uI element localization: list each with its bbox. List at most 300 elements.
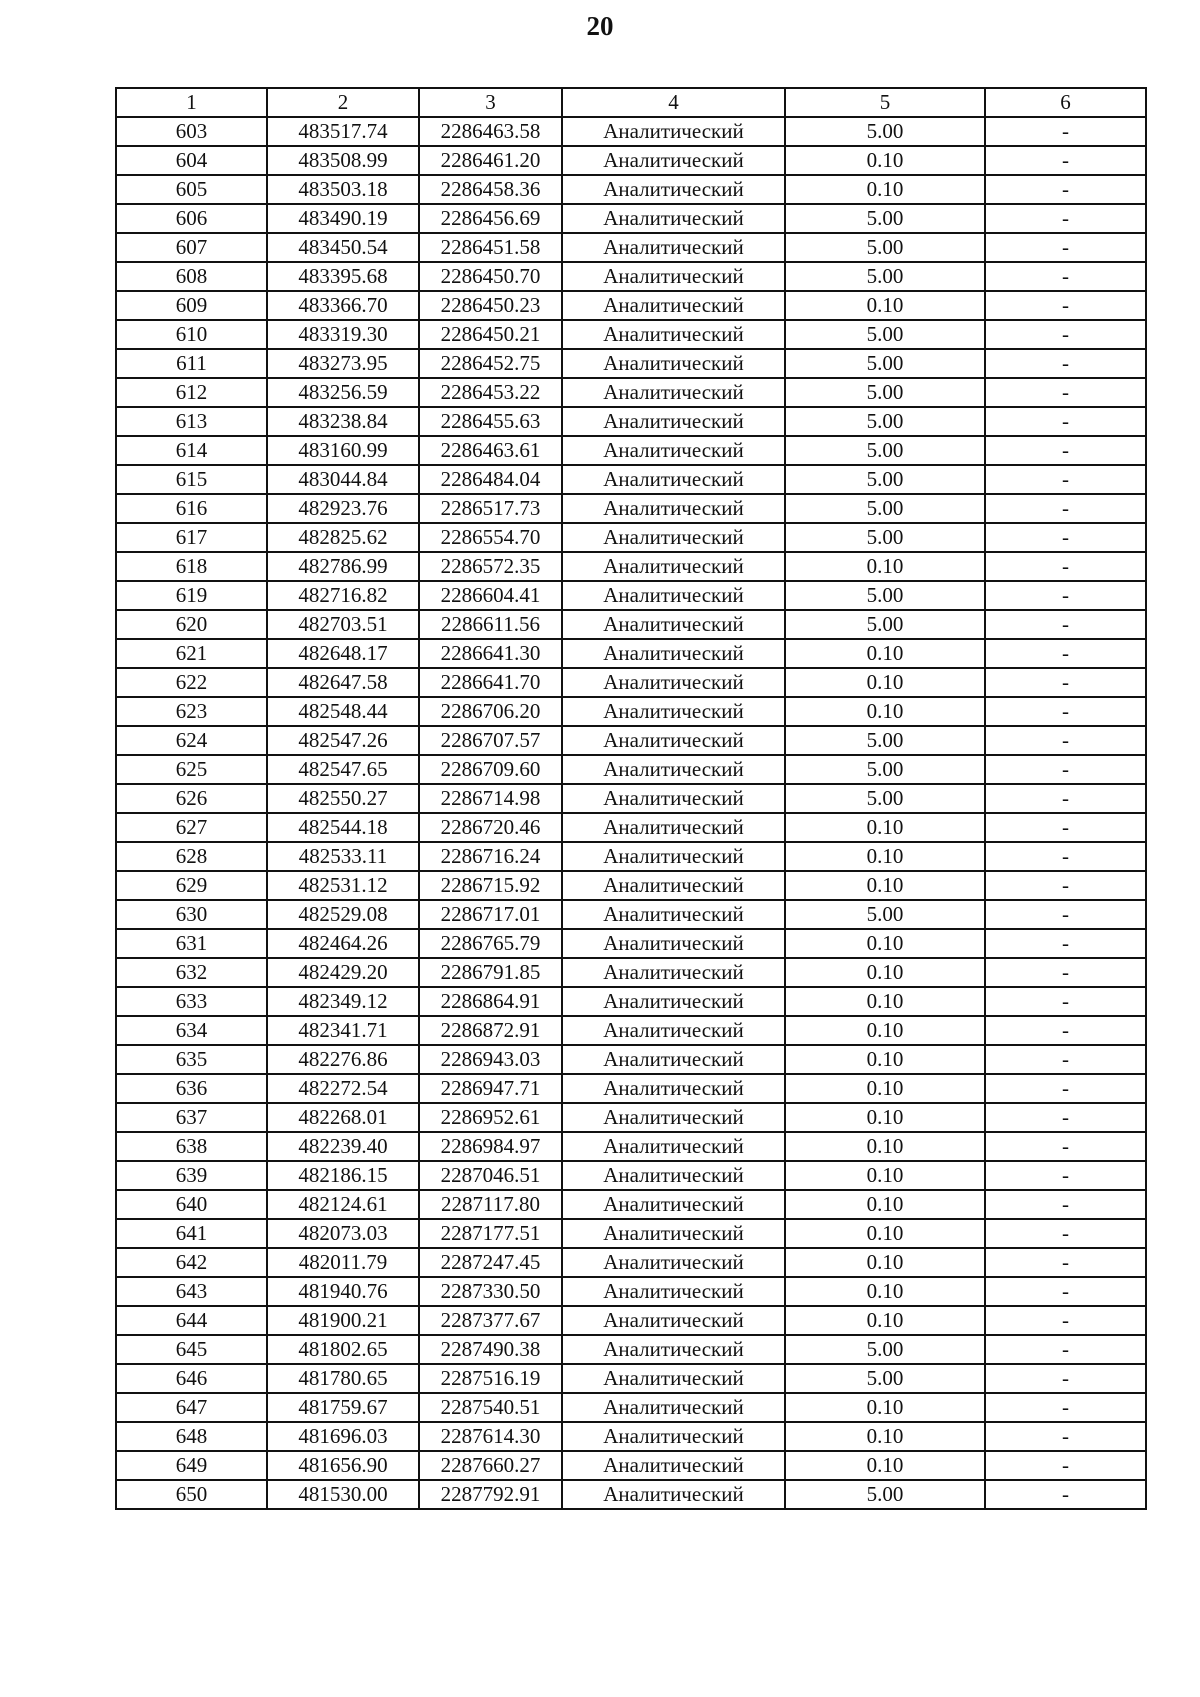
method-cell: Аналитический <box>562 1190 785 1219</box>
y-coordinate-cell: 2287330.50 <box>419 1277 562 1306</box>
accuracy-cell: 0.10 <box>785 639 985 668</box>
y-coordinate-cell: 2286943.03 <box>419 1045 562 1074</box>
accuracy-cell: 0.10 <box>785 1074 985 1103</box>
x-coordinate-cell: 482647.58 <box>267 668 419 697</box>
point-number-cell: 633 <box>116 987 267 1016</box>
point-number-cell: 617 <box>116 523 267 552</box>
method-cell: Аналитический <box>562 1132 785 1161</box>
point-number-cell: 618 <box>116 552 267 581</box>
method-cell: Аналитический <box>562 900 785 929</box>
table-row <box>116 1045 1146 1074</box>
accuracy-cell: 0.10 <box>785 1219 985 1248</box>
point-number-cell: 611 <box>116 349 267 378</box>
method-cell: Аналитический <box>562 1306 785 1335</box>
point-number-cell: 619 <box>116 581 267 610</box>
note-cell: - <box>985 987 1146 1016</box>
table-row <box>116 494 1146 523</box>
method-cell: Аналитический <box>562 204 785 233</box>
table-row <box>116 146 1146 175</box>
column-header: 5 <box>785 88 985 117</box>
column-header: 3 <box>419 88 562 117</box>
point-number-cell: 612 <box>116 378 267 407</box>
point-number-cell: 610 <box>116 320 267 349</box>
y-coordinate-cell: 2286461.20 <box>419 146 562 175</box>
x-coordinate-cell: 482429.20 <box>267 958 419 987</box>
y-coordinate-cell: 2286706.20 <box>419 697 562 726</box>
note-cell: - <box>985 755 1146 784</box>
note-cell: - <box>985 639 1146 668</box>
page-number: 20 <box>586 11 614 41</box>
accuracy-cell: 5.00 <box>785 755 985 784</box>
accuracy-cell: 0.10 <box>785 813 985 842</box>
table-row <box>116 639 1146 668</box>
method-cell: Аналитический <box>562 1045 785 1074</box>
x-coordinate-cell: 482529.08 <box>267 900 419 929</box>
accuracy-cell: 5.00 <box>785 581 985 610</box>
note-cell: - <box>985 552 1146 581</box>
method-cell: Аналитический <box>562 871 785 900</box>
method-cell: Аналитический <box>562 929 785 958</box>
method-cell: Аналитический <box>562 465 785 494</box>
method-cell: Аналитический <box>562 552 785 581</box>
accuracy-cell: 5.00 <box>785 117 985 146</box>
note-cell: - <box>985 204 1146 233</box>
point-number-cell: 608 <box>116 262 267 291</box>
accuracy-cell: 0.10 <box>785 1451 985 1480</box>
method-cell: Аналитический <box>562 146 785 175</box>
point-number-cell: 643 <box>116 1277 267 1306</box>
y-coordinate-cell: 2286641.70 <box>419 668 562 697</box>
x-coordinate-cell: 483160.99 <box>267 436 419 465</box>
y-coordinate-cell: 2287792.91 <box>419 1480 562 1509</box>
point-number-cell: 639 <box>116 1161 267 1190</box>
method-cell: Аналитический <box>562 784 785 813</box>
x-coordinate-cell: 483517.74 <box>267 117 419 146</box>
point-number-cell: 620 <box>116 610 267 639</box>
point-number-cell: 613 <box>116 407 267 436</box>
x-coordinate-cell: 482547.26 <box>267 726 419 755</box>
table-row <box>116 697 1146 726</box>
accuracy-cell: 5.00 <box>785 233 985 262</box>
note-cell: - <box>985 1103 1146 1132</box>
method-cell: Аналитический <box>562 175 785 204</box>
point-number-cell: 614 <box>116 436 267 465</box>
method-cell: Аналитический <box>562 407 785 436</box>
y-coordinate-cell: 2286947.71 <box>419 1074 562 1103</box>
x-coordinate-cell: 481759.67 <box>267 1393 419 1422</box>
point-number-cell: 603 <box>116 117 267 146</box>
method-cell: Аналитический <box>562 726 785 755</box>
y-coordinate-cell: 2286456.69 <box>419 204 562 233</box>
method-cell: Аналитический <box>562 1393 785 1422</box>
point-number-cell: 642 <box>116 1248 267 1277</box>
accuracy-cell: 5.00 <box>785 407 985 436</box>
point-number-cell: 635 <box>116 1045 267 1074</box>
note-cell: - <box>985 465 1146 494</box>
point-number-cell: 625 <box>116 755 267 784</box>
column-header: 4 <box>562 88 785 117</box>
x-coordinate-cell: 483238.84 <box>267 407 419 436</box>
table-row <box>116 842 1146 871</box>
y-coordinate-cell: 2286453.22 <box>419 378 562 407</box>
note-cell: - <box>985 233 1146 262</box>
x-coordinate-cell: 482716.82 <box>267 581 419 610</box>
note-cell: - <box>985 581 1146 610</box>
y-coordinate-cell: 2286791.85 <box>419 958 562 987</box>
table-row <box>116 465 1146 494</box>
table-row <box>116 552 1146 581</box>
x-coordinate-cell: 483273.95 <box>267 349 419 378</box>
method-cell: Аналитический <box>562 1103 785 1132</box>
accuracy-cell: 0.10 <box>785 175 985 204</box>
method-cell: Аналитический <box>562 842 785 871</box>
y-coordinate-cell: 2286450.70 <box>419 262 562 291</box>
note-cell: - <box>985 1480 1146 1509</box>
table-row <box>116 1132 1146 1161</box>
note-cell: - <box>985 726 1146 755</box>
table-row <box>116 407 1146 436</box>
x-coordinate-cell: 481900.21 <box>267 1306 419 1335</box>
y-coordinate-cell: 2286707.57 <box>419 726 562 755</box>
table-header-row <box>116 88 1146 117</box>
table-row <box>116 204 1146 233</box>
y-coordinate-cell: 2286463.61 <box>419 436 562 465</box>
accuracy-cell: 5.00 <box>785 262 985 291</box>
x-coordinate-cell: 482648.17 <box>267 639 419 668</box>
x-coordinate-cell: 483395.68 <box>267 262 419 291</box>
table-row <box>116 1277 1146 1306</box>
accuracy-cell: 0.10 <box>785 697 985 726</box>
point-number-cell: 623 <box>116 697 267 726</box>
note-cell: - <box>985 175 1146 204</box>
note-cell: - <box>985 1451 1146 1480</box>
y-coordinate-cell: 2286872.91 <box>419 1016 562 1045</box>
table-row <box>116 1074 1146 1103</box>
table-row <box>116 1219 1146 1248</box>
y-coordinate-cell: 2286984.97 <box>419 1132 562 1161</box>
x-coordinate-cell: 483490.19 <box>267 204 419 233</box>
table-row <box>116 784 1146 813</box>
note-cell: - <box>985 407 1146 436</box>
table-row <box>116 233 1146 262</box>
point-number-cell: 644 <box>116 1306 267 1335</box>
table-row <box>116 349 1146 378</box>
accuracy-cell: 5.00 <box>785 204 985 233</box>
x-coordinate-cell: 482073.03 <box>267 1219 419 1248</box>
y-coordinate-cell: 2287516.19 <box>419 1364 562 1393</box>
note-cell: - <box>985 1016 1146 1045</box>
x-coordinate-cell: 482239.40 <box>267 1132 419 1161</box>
y-coordinate-cell: 2286451.58 <box>419 233 562 262</box>
note-cell: - <box>985 378 1146 407</box>
note-cell: - <box>985 320 1146 349</box>
accuracy-cell: 0.10 <box>785 871 985 900</box>
note-cell: - <box>985 523 1146 552</box>
accuracy-cell: 0.10 <box>785 1103 985 1132</box>
y-coordinate-cell: 2286455.63 <box>419 407 562 436</box>
accuracy-cell: 0.10 <box>785 146 985 175</box>
note-cell: - <box>985 871 1146 900</box>
table-row <box>116 958 1146 987</box>
method-cell: Аналитический <box>562 987 785 1016</box>
y-coordinate-cell: 2287660.27 <box>419 1451 562 1480</box>
accuracy-cell: 0.10 <box>785 1422 985 1451</box>
table-row <box>116 378 1146 407</box>
accuracy-cell: 0.10 <box>785 291 985 320</box>
note-cell: - <box>985 1277 1146 1306</box>
table-row <box>116 1335 1146 1364</box>
x-coordinate-cell: 482533.11 <box>267 842 419 871</box>
table-row <box>116 436 1146 465</box>
x-coordinate-cell: 481696.03 <box>267 1422 419 1451</box>
note-cell: - <box>985 1393 1146 1422</box>
accuracy-cell: 0.10 <box>785 552 985 581</box>
method-cell: Аналитический <box>562 320 785 349</box>
table-row <box>116 668 1146 697</box>
point-number-cell: 631 <box>116 929 267 958</box>
table-row <box>116 610 1146 639</box>
table-row <box>116 1306 1146 1335</box>
table-row <box>116 1248 1146 1277</box>
accuracy-cell: 0.10 <box>785 842 985 871</box>
y-coordinate-cell: 2287614.30 <box>419 1422 562 1451</box>
point-number-cell: 634 <box>116 1016 267 1045</box>
table-row <box>116 987 1146 1016</box>
point-number-cell: 615 <box>116 465 267 494</box>
coordinates-table <box>115 87 1147 1510</box>
y-coordinate-cell: 2286450.21 <box>419 320 562 349</box>
table-row <box>116 900 1146 929</box>
point-number-cell: 637 <box>116 1103 267 1132</box>
point-number-cell: 605 <box>116 175 267 204</box>
x-coordinate-cell: 482825.62 <box>267 523 419 552</box>
accuracy-cell: 0.10 <box>785 1306 985 1335</box>
x-coordinate-cell: 482341.71 <box>267 1016 419 1045</box>
y-coordinate-cell: 2287247.45 <box>419 1248 562 1277</box>
x-coordinate-cell: 482703.51 <box>267 610 419 639</box>
x-coordinate-cell: 482011.79 <box>267 1248 419 1277</box>
x-coordinate-cell: 482186.15 <box>267 1161 419 1190</box>
accuracy-cell: 5.00 <box>785 349 985 378</box>
accuracy-cell: 5.00 <box>785 378 985 407</box>
point-number-cell: 627 <box>116 813 267 842</box>
y-coordinate-cell: 2287377.67 <box>419 1306 562 1335</box>
x-coordinate-cell: 482349.12 <box>267 987 419 1016</box>
x-coordinate-cell: 482923.76 <box>267 494 419 523</box>
x-coordinate-cell: 482272.54 <box>267 1074 419 1103</box>
table-row <box>116 523 1146 552</box>
table-row <box>116 1016 1146 1045</box>
note-cell: - <box>985 1248 1146 1277</box>
y-coordinate-cell: 2286720.46 <box>419 813 562 842</box>
y-coordinate-cell: 2286463.58 <box>419 117 562 146</box>
note-cell: - <box>985 1190 1146 1219</box>
method-cell: Аналитический <box>562 1364 785 1393</box>
x-coordinate-cell: 481530.00 <box>267 1480 419 1509</box>
point-number-cell: 626 <box>116 784 267 813</box>
table-row <box>116 929 1146 958</box>
method-cell: Аналитический <box>562 697 785 726</box>
table-row <box>116 871 1146 900</box>
note-cell: - <box>985 1161 1146 1190</box>
accuracy-cell: 0.10 <box>785 929 985 958</box>
note-cell: - <box>985 900 1146 929</box>
note-cell: - <box>985 349 1146 378</box>
accuracy-cell: 5.00 <box>785 610 985 639</box>
x-coordinate-cell: 483256.59 <box>267 378 419 407</box>
point-number-cell: 646 <box>116 1364 267 1393</box>
x-coordinate-cell: 482531.12 <box>267 871 419 900</box>
note-cell: - <box>985 697 1146 726</box>
x-coordinate-cell: 482547.65 <box>267 755 419 784</box>
accuracy-cell: 5.00 <box>785 1364 985 1393</box>
method-cell: Аналитический <box>562 494 785 523</box>
x-coordinate-cell: 482550.27 <box>267 784 419 813</box>
x-coordinate-cell: 481656.90 <box>267 1451 419 1480</box>
y-coordinate-cell: 2286715.92 <box>419 871 562 900</box>
x-coordinate-cell: 483366.70 <box>267 291 419 320</box>
note-cell: - <box>985 494 1146 523</box>
x-coordinate-cell: 482268.01 <box>267 1103 419 1132</box>
x-coordinate-cell: 482544.18 <box>267 813 419 842</box>
x-coordinate-cell: 482464.26 <box>267 929 419 958</box>
column-header: 6 <box>985 88 1146 117</box>
y-coordinate-cell: 2286716.24 <box>419 842 562 871</box>
table-row <box>116 1422 1146 1451</box>
table-row <box>116 581 1146 610</box>
accuracy-cell: 0.10 <box>785 1016 985 1045</box>
point-number-cell: 629 <box>116 871 267 900</box>
y-coordinate-cell: 2287177.51 <box>419 1219 562 1248</box>
method-cell: Аналитический <box>562 262 785 291</box>
method-cell: Аналитический <box>562 291 785 320</box>
point-number-cell: 609 <box>116 291 267 320</box>
method-cell: Аналитический <box>562 117 785 146</box>
table-row <box>116 1103 1146 1132</box>
column-header: 1 <box>116 88 267 117</box>
method-cell: Аналитический <box>562 1016 785 1045</box>
accuracy-cell: 0.10 <box>785 1190 985 1219</box>
table-body <box>116 117 1146 1509</box>
y-coordinate-cell: 2286452.75 <box>419 349 562 378</box>
accuracy-cell: 5.00 <box>785 784 985 813</box>
table-row <box>116 813 1146 842</box>
x-coordinate-cell: 481940.76 <box>267 1277 419 1306</box>
table-row <box>116 1480 1146 1509</box>
x-coordinate-cell: 483044.84 <box>267 465 419 494</box>
point-number-cell: 641 <box>116 1219 267 1248</box>
point-number-cell: 640 <box>116 1190 267 1219</box>
table-row <box>116 1393 1146 1422</box>
accuracy-cell: 0.10 <box>785 1045 985 1074</box>
method-cell: Аналитический <box>562 581 785 610</box>
method-cell: Аналитический <box>562 349 785 378</box>
point-number-cell: 616 <box>116 494 267 523</box>
x-coordinate-cell: 483450.54 <box>267 233 419 262</box>
method-cell: Аналитический <box>562 668 785 697</box>
table-row <box>116 262 1146 291</box>
point-number-cell: 649 <box>116 1451 267 1480</box>
accuracy-cell: 5.00 <box>785 726 985 755</box>
table-row <box>116 1161 1146 1190</box>
point-number-cell: 628 <box>116 842 267 871</box>
point-number-cell: 630 <box>116 900 267 929</box>
y-coordinate-cell: 2287117.80 <box>419 1190 562 1219</box>
method-cell: Аналитический <box>562 1451 785 1480</box>
note-cell: - <box>985 436 1146 465</box>
y-coordinate-cell: 2286709.60 <box>419 755 562 784</box>
y-coordinate-cell: 2286611.56 <box>419 610 562 639</box>
y-coordinate-cell: 2286864.91 <box>419 987 562 1016</box>
x-coordinate-cell: 481802.65 <box>267 1335 419 1364</box>
method-cell: Аналитический <box>562 1277 785 1306</box>
method-cell: Аналитический <box>562 1219 785 1248</box>
method-cell: Аналитический <box>562 958 785 987</box>
accuracy-cell: 0.10 <box>785 987 985 1016</box>
note-cell: - <box>985 1335 1146 1364</box>
table-row <box>116 755 1146 784</box>
accuracy-cell: 0.10 <box>785 1393 985 1422</box>
note-cell: - <box>985 1422 1146 1451</box>
method-cell: Аналитический <box>562 639 785 668</box>
point-number-cell: 650 <box>116 1480 267 1509</box>
point-number-cell: 645 <box>116 1335 267 1364</box>
y-coordinate-cell: 2287540.51 <box>419 1393 562 1422</box>
x-coordinate-cell: 483508.99 <box>267 146 419 175</box>
x-coordinate-cell: 482124.61 <box>267 1190 419 1219</box>
x-coordinate-cell: 482548.44 <box>267 697 419 726</box>
note-cell: - <box>985 262 1146 291</box>
method-cell: Аналитический <box>562 1335 785 1364</box>
note-cell: - <box>985 813 1146 842</box>
table-row <box>116 1451 1146 1480</box>
y-coordinate-cell: 2286484.04 <box>419 465 562 494</box>
accuracy-cell: 5.00 <box>785 1480 985 1509</box>
method-cell: Аналитический <box>562 813 785 842</box>
accuracy-cell: 5.00 <box>785 320 985 349</box>
method-cell: Аналитический <box>562 1422 785 1451</box>
accuracy-cell: 5.00 <box>785 900 985 929</box>
y-coordinate-cell: 2286714.98 <box>419 784 562 813</box>
x-coordinate-cell: 483503.18 <box>267 175 419 204</box>
note-cell: - <box>985 291 1146 320</box>
accuracy-cell: 0.10 <box>785 1161 985 1190</box>
note-cell: - <box>985 958 1146 987</box>
note-cell: - <box>985 929 1146 958</box>
point-number-cell: 606 <box>116 204 267 233</box>
y-coordinate-cell: 2286572.35 <box>419 552 562 581</box>
note-cell: - <box>985 1364 1146 1393</box>
accuracy-cell: 5.00 <box>785 494 985 523</box>
note-cell: - <box>985 1132 1146 1161</box>
method-cell: Аналитический <box>562 436 785 465</box>
y-coordinate-cell: 2287046.51 <box>419 1161 562 1190</box>
method-cell: Аналитический <box>562 755 785 784</box>
y-coordinate-cell: 2286450.23 <box>419 291 562 320</box>
note-cell: - <box>985 668 1146 697</box>
y-coordinate-cell: 2286604.41 <box>419 581 562 610</box>
method-cell: Аналитический <box>562 1248 785 1277</box>
accuracy-cell: 5.00 <box>785 465 985 494</box>
table-row <box>116 117 1146 146</box>
note-cell: - <box>985 784 1146 813</box>
table-row <box>116 291 1146 320</box>
note-cell: - <box>985 146 1146 175</box>
x-coordinate-cell: 481780.65 <box>267 1364 419 1393</box>
accuracy-cell: 0.10 <box>785 958 985 987</box>
method-cell: Аналитический <box>562 610 785 639</box>
y-coordinate-cell: 2286952.61 <box>419 1103 562 1132</box>
